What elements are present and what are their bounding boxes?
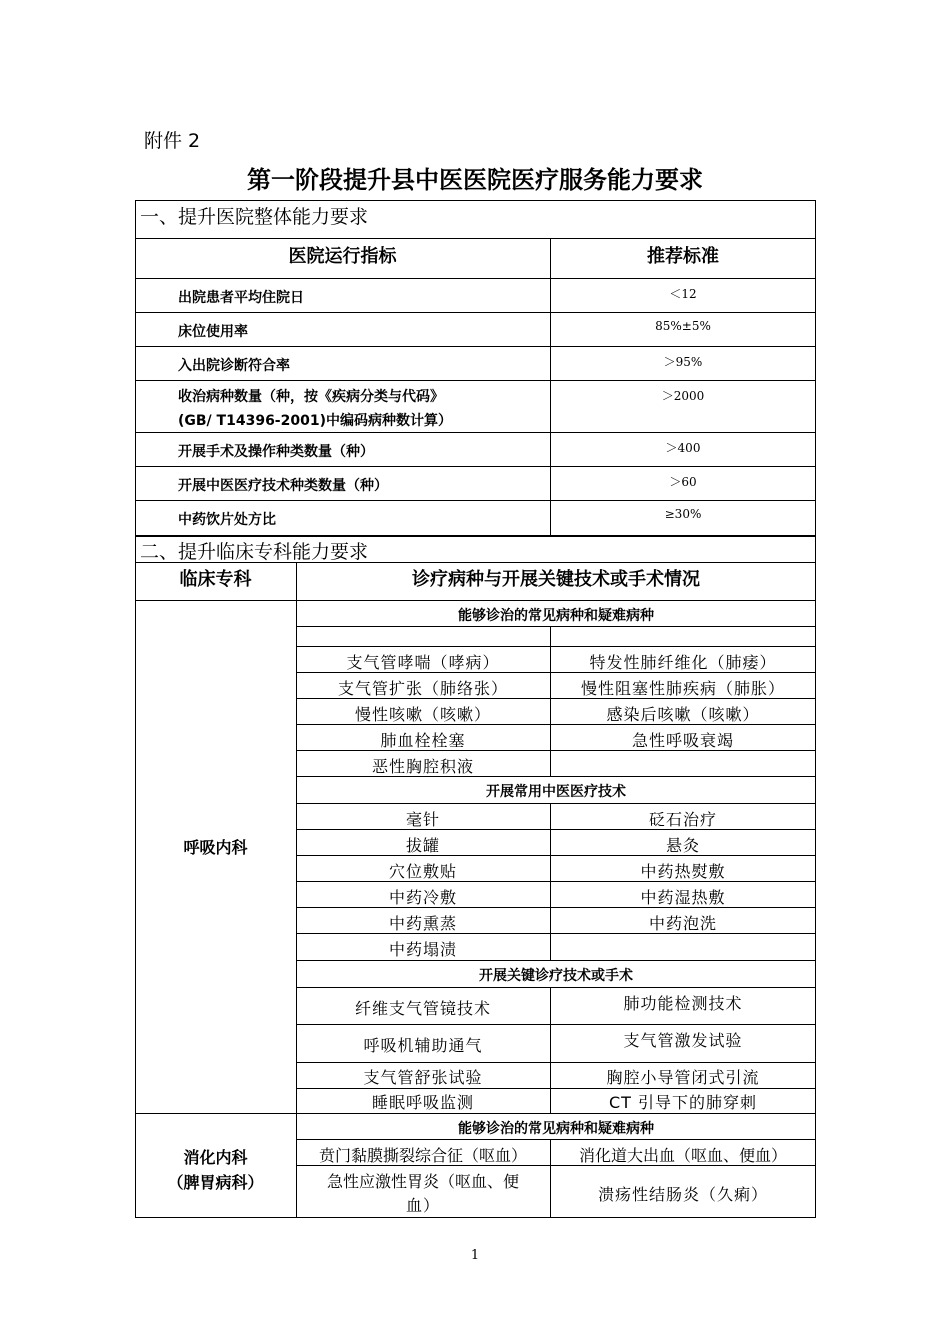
technique-cell: 中药冷敷: [388, 888, 457, 907]
respiratory-key-title: 开展关键诊疗技术或手术: [479, 968, 633, 984]
respiratory-techniques-title: 开展常用中医医疗技术: [486, 784, 626, 800]
header-standard: 推荐标准: [647, 246, 719, 267]
standard-tcm-tech-count: ＞60: [669, 475, 697, 489]
header-indicator: 医院运行指标: [288, 246, 397, 267]
indicator-surgery-count: 开展手术及操作种类数量（种）: [178, 444, 374, 460]
disease-cell: 慢性咳嗽（咳嗽）: [354, 705, 491, 724]
digestive-disease-cell: 消化道大出血（呕血、便血）: [578, 1146, 787, 1165]
indicator-avg-stay: 出院患者平均住院日: [178, 290, 304, 306]
digestive-disease-cell-cont: 血）: [405, 1196, 440, 1215]
technique-cell: 砭石治疗: [648, 810, 717, 829]
disease-cell: 特发性肺纤维化（肺痿）: [589, 653, 777, 672]
section1-title: 一、提升医院整体能力要求: [140, 206, 369, 228]
dept-respiratory: 呼吸内科: [183, 838, 248, 857]
standard-surgery-count: ＞400: [665, 441, 701, 455]
technique-cell: 悬灸: [665, 836, 700, 855]
section2-title: 二、提升临床专科能力要求: [140, 541, 369, 563]
page-title: 第一阶段提升县中医医院医疗服务能力要求: [247, 165, 703, 194]
attachment-label: 附件 2: [144, 130, 201, 152]
key-tech-cell: 肺功能检测技术: [623, 994, 743, 1013]
key-tech-cell: 睡眠呼吸监测: [371, 1093, 474, 1112]
dept-digestive-sub: （脾胃病科）: [167, 1173, 264, 1192]
technique-cell: 中药熏蒸: [388, 914, 457, 933]
technique-cell: 中药塌渍: [388, 940, 457, 959]
digestive-diseases-title: 能够诊治的常见病种和疑难病种: [458, 1121, 654, 1137]
indicator-herbal-ratio: 中药饮片处方比: [178, 512, 276, 528]
technique-cell: 中药热熨敷: [640, 862, 726, 881]
disease-cell: 感染后咳嗽（咳嗽）: [606, 705, 760, 724]
key-tech-cell: 支气管舒张试验: [363, 1068, 483, 1087]
standard-bed-usage: 85%±5%: [655, 319, 711, 333]
technique-cell: 中药泡洗: [648, 914, 717, 933]
digestive-disease-cell: 贲门黏膜撕裂综合征（呕血）: [318, 1146, 527, 1165]
disease-cell: 支气管哮喘（哮病）: [346, 653, 500, 672]
indicator-disease-count-line2: (GB/ T14396-2001)中编码病种数计算）: [178, 413, 452, 429]
key-tech-cell: 支气管激发试验: [623, 1031, 743, 1050]
key-tech-cell: 纤维支气管镜技术: [354, 999, 491, 1018]
respiratory-diseases-title: 能够诊治的常见病种和疑难病种: [458, 608, 654, 624]
key-tech-cell: 胸腔小导管闭式引流: [606, 1068, 760, 1087]
technique-cell: 穴位敷贴: [388, 862, 457, 881]
header-content: 诊疗病种与开展关键技术或手术情况: [412, 569, 700, 590]
indicator-bed-usage: 床位使用率: [178, 324, 248, 340]
indicator-tcm-tech-count: 开展中医医疗技术种类数量（种）: [178, 478, 388, 494]
disease-cell: 肺血栓栓塞: [380, 731, 466, 750]
disease-cell: 支气管扩张（肺络张）: [337, 679, 508, 698]
header-dept: 临床专科: [179, 569, 252, 590]
digestive-disease-cell: 急性应激性胃炎（呕血、便: [326, 1172, 519, 1191]
disease-cell: 慢性阻塞性肺疾病（肺胀）: [580, 679, 785, 698]
technique-cell: 拔罐: [405, 836, 440, 855]
dept-digestive: 消化内科: [183, 1148, 248, 1167]
indicator-disease-count: 收治病种数量（种，按《疾病分类与代码》: [178, 389, 444, 405]
key-tech-cell: CT 引导下的肺穿刺: [608, 1093, 758, 1112]
standard-herbal-ratio: ≥30%: [664, 507, 702, 521]
digestive-disease-cell: 溃疡性结肠炎（久痢）: [597, 1185, 768, 1204]
technique-cell: 中药湿热敷: [640, 888, 726, 907]
indicator-diagnosis-match: 入出院诊断符合率: [178, 358, 290, 374]
key-tech-cell: 呼吸机辅助通气: [363, 1036, 483, 1055]
standard-disease-count: ＞2000: [661, 389, 705, 403]
standard-diagnosis-match: ＞95%: [663, 355, 703, 369]
page-number: 1: [470, 1248, 480, 1263]
standard-avg-stay: ＜12: [669, 287, 697, 301]
disease-cell: 恶性胸腔积液: [371, 757, 474, 776]
disease-cell: 急性呼吸衰竭: [631, 731, 734, 750]
technique-cell: 毫针: [405, 810, 440, 829]
